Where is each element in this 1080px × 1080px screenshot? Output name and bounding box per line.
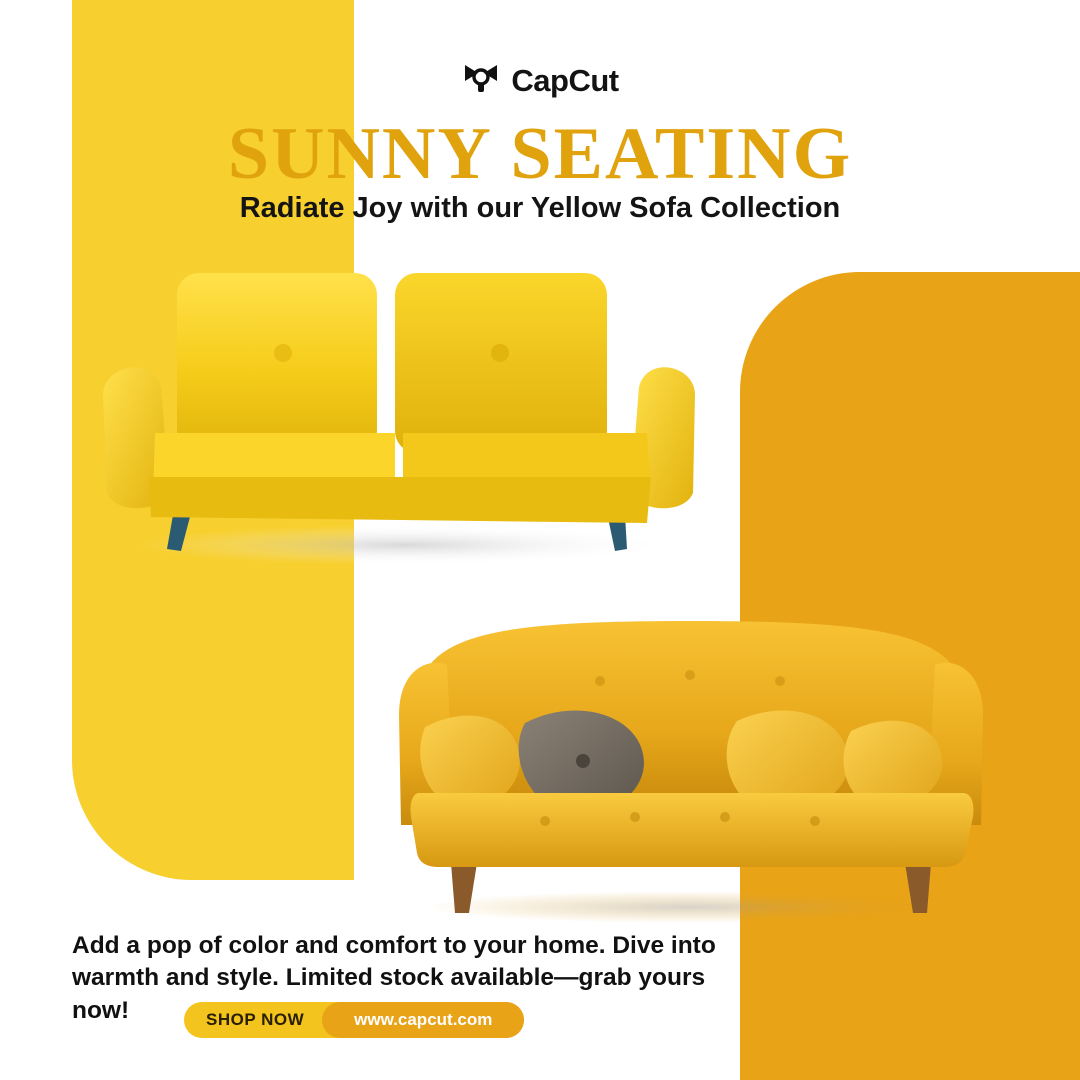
brand-lockup <box>0 62 1080 99</box>
cta-bar[interactable] <box>184 1002 524 1038</box>
website-url-link[interactable]: www.capcut.com <box>322 1002 524 1038</box>
capcut-logo-icon <box>461 62 501 99</box>
brand-name: CapCut <box>511 62 619 98</box>
sofa-bottom-image <box>385 595 995 925</box>
page-title: SUNNY SEATING <box>227 113 853 195</box>
sofa-top-image <box>95 255 705 565</box>
shop-now-button[interactable]: SHOP NOW <box>206 1010 305 1029</box>
body-copy: Add a pop of color and comfort to your home. Dive into warmth and style. Limited stock available—grab yours now! <box>72 932 716 1024</box>
page-subtitle: Radiate Joy with our Yellow Sofa Collection <box>239 192 841 224</box>
